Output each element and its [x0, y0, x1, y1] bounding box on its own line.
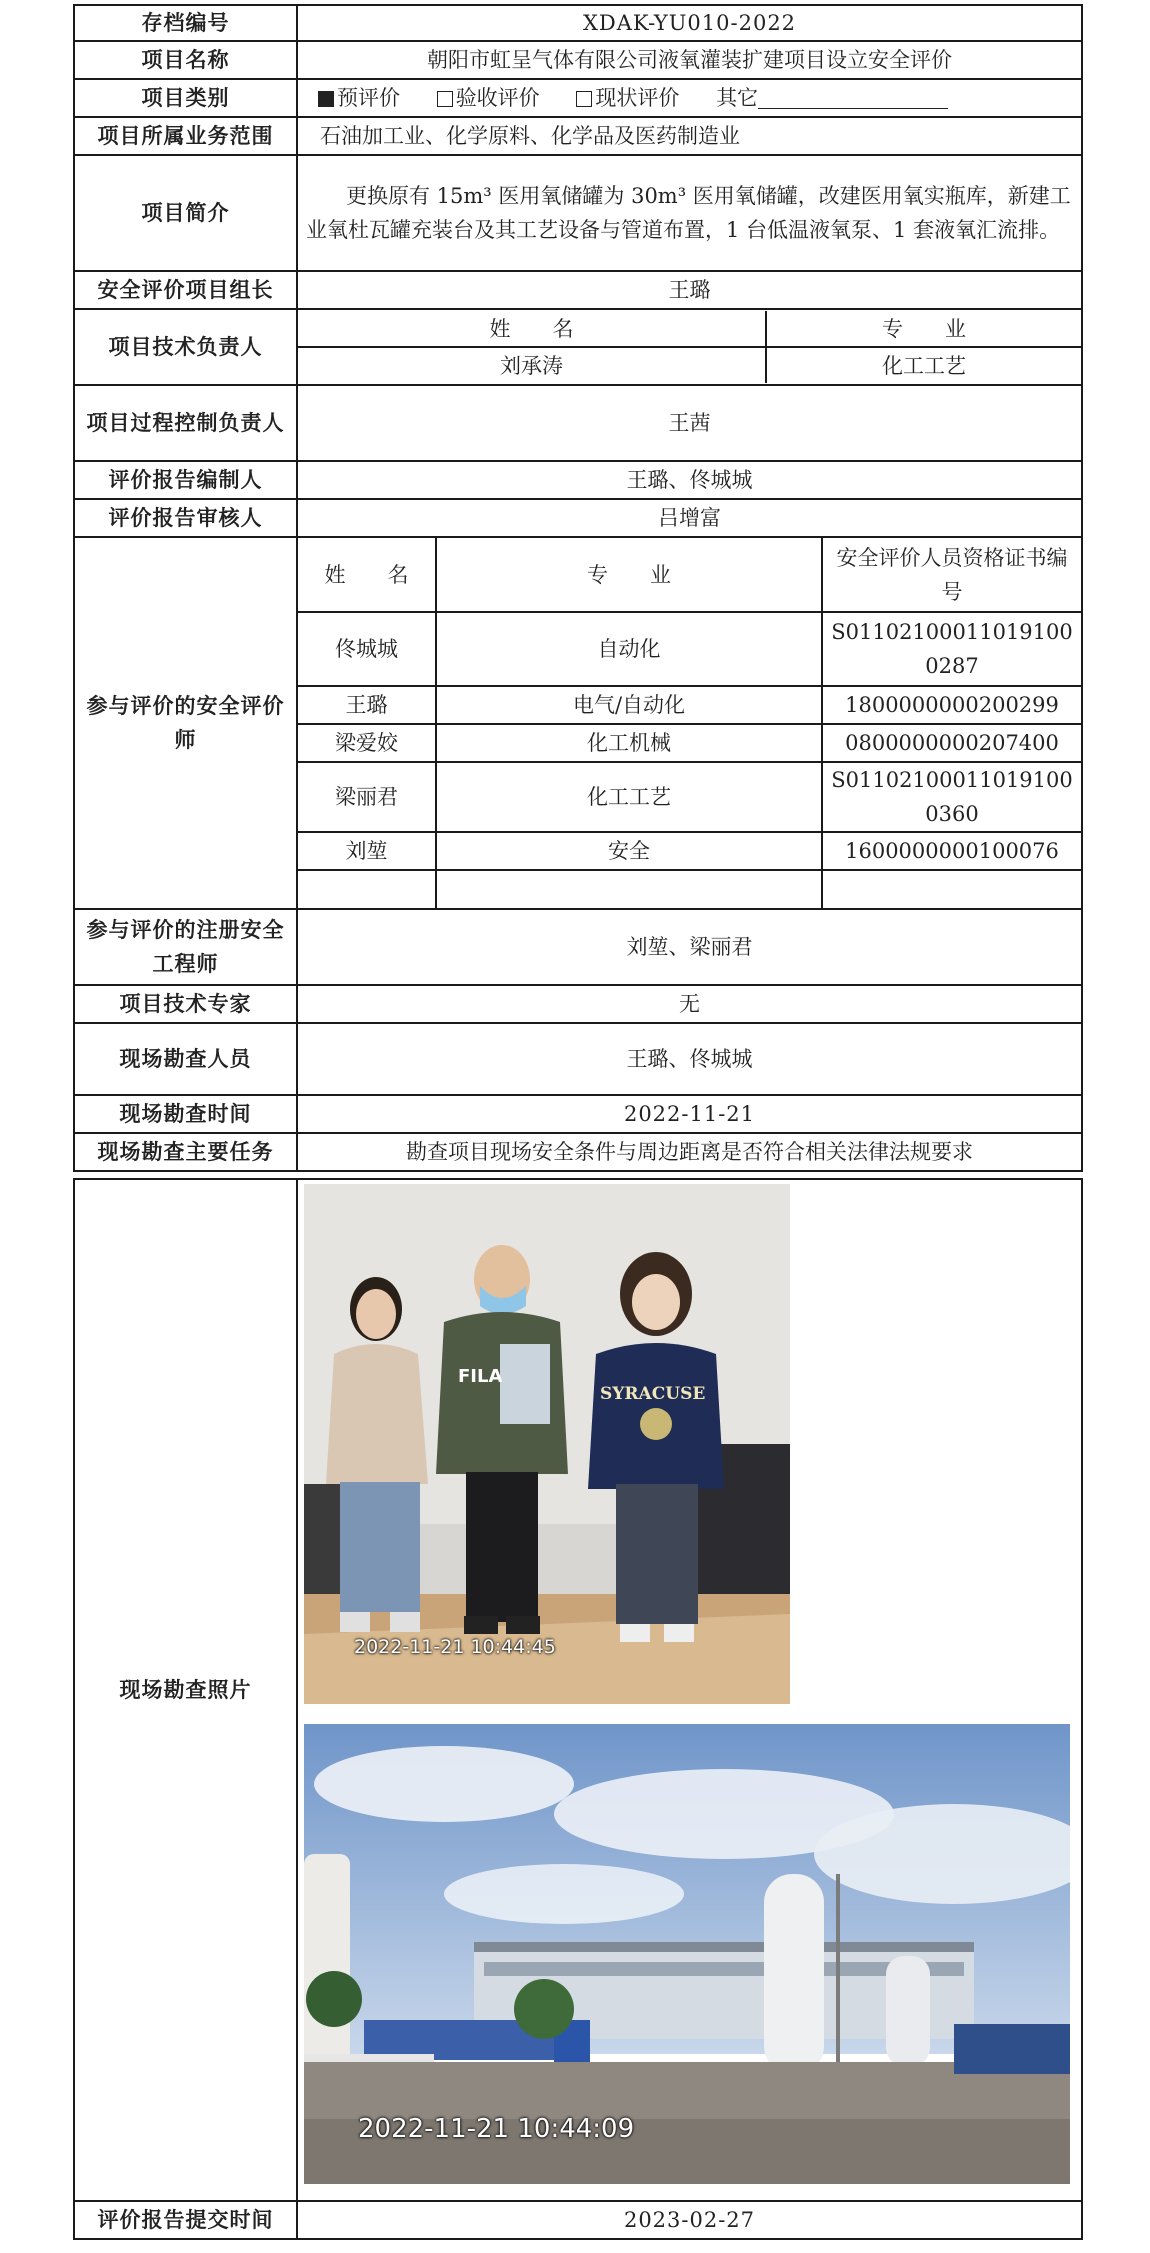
assessors-cell: [297, 537, 1082, 909]
checkbox-checked-icon: [318, 91, 334, 107]
info-table: [73, 4, 1083, 1172]
submit-time-value: 2023-02-27: [297, 2201, 1082, 2239]
assessor-cert-header: 安全评价人员资格证书编号: [822, 538, 1081, 612]
assessor-name: 佟城城: [298, 612, 436, 686]
project-name-value: 朝阳市虹呈气体有限公司液氧灌装扩建项目设立安全评价: [297, 41, 1082, 79]
photos-label: 现场勘查照片: [74, 1179, 297, 2201]
project-type-label: 项目类别: [74, 79, 297, 117]
assessor-major: 化工工艺: [436, 762, 822, 832]
report-reviewer-label: 评价报告审核人: [74, 499, 297, 537]
option-other: [716, 86, 948, 110]
process-lead-label: 项目过程控制负责人: [74, 385, 297, 461]
assessor-name-header: 姓 名: [298, 538, 436, 612]
option-label: 其它: [716, 86, 759, 110]
assessors-label: 参与评价的安全评价师: [74, 537, 297, 909]
process-lead-value: 王茜: [297, 385, 1082, 461]
assessor-cert: 0800000000207400: [822, 724, 1081, 762]
report-writer-value: 王璐、佟城城: [297, 461, 1082, 499]
assessor-major: 电气/自动化: [436, 686, 822, 724]
checkbox-empty-icon: [576, 91, 592, 107]
site-photo-people: [304, 1184, 790, 1704]
people-photo-illustration: [304, 1184, 790, 1704]
assessor-major: 化工机械: [436, 724, 822, 762]
tech-lead-name: 刘承涛: [298, 347, 766, 383]
assessor-major: [436, 870, 822, 908]
survey-staff-label: 现场勘查人员: [74, 1023, 297, 1095]
tech-lead-major-header: 专 业: [766, 311, 1081, 347]
tech-lead-name-header: 姓 名: [298, 311, 766, 347]
survey-time-value: 2022-11-21: [297, 1095, 1082, 1133]
assessor-major: 自动化: [436, 612, 822, 686]
tech-lead-major: 化工工艺: [882, 353, 966, 378]
assessor-name: 梁爱姣: [298, 724, 436, 762]
survey-time-label: 现场勘查时间: [74, 1095, 297, 1133]
assessor-cert: 1800000000200299: [822, 686, 1081, 724]
option-label: 验收评价: [455, 86, 540, 110]
assessor-cert: [822, 870, 1081, 908]
report-reviewer-value: 吕增富: [297, 499, 1082, 537]
summary-value: 更换原有 15m³ 医用氧储罐为 30m³ 医用氧储罐，改建医用氧实瓶库，新建工业氧杜瓦罐充装台及其工艺设备与管道布置，1 台低温液氧泵、1 套液氧汇流排。: [297, 155, 1082, 271]
option-label: 预评价: [337, 86, 400, 110]
assessor-name: 王璐: [298, 686, 436, 724]
project-name-label: 项目名称: [74, 41, 297, 79]
assessors-table: [298, 538, 1081, 908]
summary-label: 项目简介: [74, 155, 297, 271]
engineers-label: 参与评价的注册安全工程师: [74, 909, 297, 985]
shirt-logo-text: FILA: [458, 1366, 503, 1387]
photo-timestamp: 2022-11-21 10:44:45: [354, 1636, 556, 1658]
assessor-major-header: 专 业: [436, 538, 822, 612]
tech-lead-cell: [297, 309, 1082, 385]
survey-task-label: 现场勘查主要任务: [74, 1133, 297, 1171]
business-scope-label: 项目所属业务范围: [74, 117, 297, 155]
tech-lead-table: [298, 311, 1081, 383]
report-writer-label: 评价报告编制人: [74, 461, 297, 499]
survey-task-value: 勘查项目现场安全条件与周边距离是否符合相关法律法规要求: [297, 1133, 1082, 1171]
option-pre-evaluation: [318, 86, 400, 110]
option-status: [576, 86, 679, 110]
photo-timestamp: 2022-11-21 10:44:09: [358, 2114, 635, 2144]
assessor-cert: S011021000110191000287: [822, 612, 1081, 686]
tech-lead-label: 项目技术负责人: [74, 309, 297, 385]
experts-label: 项目技术专家: [74, 985, 297, 1023]
archive-no-value: XDAK-YU010-2022: [297, 5, 1082, 41]
engineers-value: 刘堃、梁丽君: [297, 909, 1082, 985]
project-type-options: [297, 79, 1082, 117]
team-leader-value: 王璐: [297, 271, 1082, 309]
assessor-name: 梁丽君: [298, 762, 436, 832]
assessor-name: [298, 870, 436, 908]
team-leader-label: 安全评价项目组长: [74, 271, 297, 309]
submit-time-label: 评价报告提交时间: [74, 2201, 297, 2239]
assessor-name: 刘堃: [298, 832, 436, 870]
assessor-major: 安全: [436, 832, 822, 870]
site-photo-facility: [304, 1724, 1070, 2184]
option-acceptance: [437, 86, 540, 110]
option-label: 现状评价: [595, 86, 680, 110]
assessor-cert: S011021000110191000360: [822, 762, 1081, 832]
archive-no-label: 存档编号: [74, 5, 297, 41]
other-blank-line: [758, 86, 948, 109]
sweater-logo-text: SYRACUSE: [600, 1384, 706, 1404]
assessor-cert: 1600000000100076: [822, 832, 1081, 870]
survey-staff-value: 王璐、佟城城: [297, 1023, 1082, 1095]
experts-value: 无: [297, 985, 1082, 1023]
business-scope-value: 石油加工业、化学原料、化学品及医药制造业: [297, 117, 1082, 155]
checkbox-empty-icon: [437, 91, 453, 107]
